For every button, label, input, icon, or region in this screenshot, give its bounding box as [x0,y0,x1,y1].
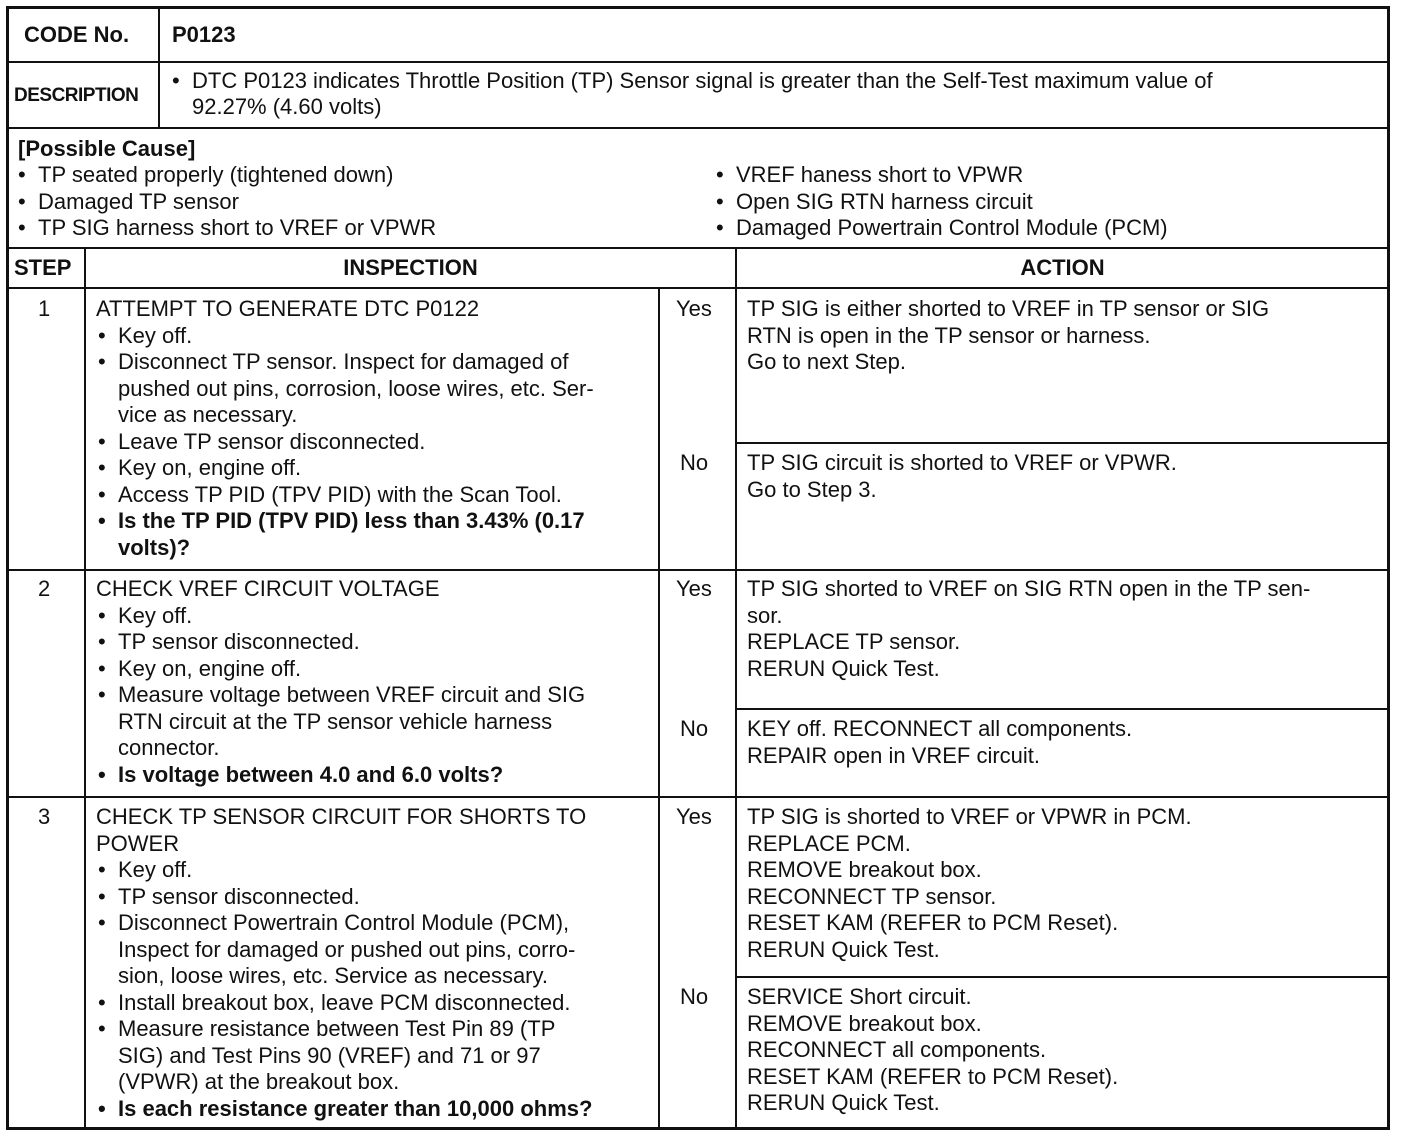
yes-action: TP SIG shorted to VREF on SIG RTN open in the TP sen- sor. REPLACE TP sensor. RERUN Quick Test. [747,576,1311,681]
step-inspection [96,296,594,561]
inspection-question: • Is the TP PID (TPV PID) less than 3.43% (0.17 volts)? [96,508,594,561]
rule-step1-yes-no [735,442,1390,444]
no-action: SERVICE Short circuit. REMOVE breakout box. RECONNECT all components. RESET KAM (REFER to PCM Reset). RERUN Quick Test. [747,984,1119,1115]
cause-item: • VREF haness short to VPWR [714,162,1168,189]
inspection-item: • Key off. [96,323,594,350]
cause-item: • TP SIG harness short to VREF or VPWR [16,215,436,242]
step-title: CHECK VREF CIRCUIT VOLTAGE [96,576,440,601]
no-action: KEY off. RECONNECT all components. REPAIR open in VREF circuit. [747,716,1133,768]
rule-step3-yes-no [735,976,1390,978]
inspection-item: • TP sensor disconnected. [96,884,592,911]
rule-label-divider [158,6,160,127]
inspection-item: • Key on, engine off. [96,455,594,482]
description-bullet: • DTC P0123 indicates Throttle Position (TP) Sensor signal is greater than the Self-Test maximum value of 92.27% (4.60 volts) [170,68,1213,120]
step-title: ATTEMPT TO GENERATE DTC P0122 [96,296,480,321]
rule-step-divider [84,247,86,1130]
inspection-item: • Access TP PID (TPV PID) with the Scan Tool. [96,482,594,509]
rule-header-bottom [6,287,1390,289]
inspection-item: • Key on, engine off. [96,656,585,683]
no-action: TP SIG circuit is shorted to VREF or VPWR. Go to Step 3. [747,450,1177,502]
possible-cause-title: [Possible Cause] [18,136,196,161]
inspection-item: • Measure resistance between Test Pin 89 (TP SIG) and Test Pins 90 (VREF) and 71 or 97 (VPWR) at the breakout box. [96,1016,592,1096]
cause-item: • Open SIG RTN harness circuit [714,189,1168,216]
code-value: P0123 [172,22,236,47]
step-number: 2 [38,576,51,601]
inspection-question: • Is each resistance greater than 10,000 ohms? [96,1096,592,1123]
no-label: No [680,716,709,741]
rule-yesno-divider [658,287,660,1130]
inspection-item: • Key off. [96,603,585,630]
cause-item: • Damaged Powertrain Control Module (PCM) [714,215,1168,242]
yes-action: TP SIG is either shorted to VREF in TP sensor or SIG RTN is open in the TP sensor or harness. Go to next Step. [747,296,1270,374]
code-label: CODE No. [24,22,130,47]
cause-item: • TP seated properly (tightened down) [16,162,436,189]
description-text [170,68,1213,120]
header-step: STEP [14,255,72,280]
no-label: No [680,984,709,1009]
cause-item: • Damaged TP sensor [16,189,436,216]
rule-cause-bottom [6,247,1390,249]
step-title: CHECK TP SENSOR CIRCUIT FOR SHORTS TO POWER [96,804,587,856]
header-inspection: INSPECTION [343,255,478,280]
rule-description-bottom [6,127,1390,129]
rule-step2-yes-no [735,708,1390,710]
step-inspection [96,804,592,1122]
possible-cause-left [16,162,436,242]
inspection-item: • Install breakout box, leave PCM disconnected. [96,990,592,1017]
no-label: No [680,450,709,475]
possible-cause-right [714,162,1168,242]
yes-label: Yes [676,576,712,601]
inspection-item: • Disconnect TP sensor. Inspect for damaged of pushed out pins, corrosion, loose wires, etc. Ser- vice as necessary. [96,349,594,429]
step-inspection [96,576,585,788]
yes-label: Yes [676,804,712,829]
rule-step1-bottom [6,569,1390,571]
inspection-item: • Measure voltage between VREF circuit and SIG RTN circuit at the TP sensor vehicle harness connector. [96,682,585,762]
yes-action: TP SIG is shorted to VREF or VPWR in PCM. REPLACE PCM. REMOVE breakout box. RECONNECT TP sensor. RESET KAM (REFER to PCM Reset). RERUN Quick Test. [747,804,1192,962]
rule-step2-bottom [6,796,1390,798]
inspection-item: • Leave TP sensor disconnected. [96,429,594,456]
header-action: ACTION [1020,255,1105,280]
inspection-question: • Is voltage between 4.0 and 6.0 volts? [96,762,585,789]
rule-code-bottom [6,61,1390,63]
description-label: DESCRIPTION [14,85,139,106]
inspection-item: • Key off. [96,857,592,884]
yes-label: Yes [676,296,712,321]
inspection-item: • TP sensor disconnected. [96,629,585,656]
inspection-item: • Disconnect Powertrain Control Module (PCM), Inspect for damaged or pushed out pins, corro- sion, loose wires, etc. Service as necessary. [96,910,592,990]
rule-action-divider [735,247,737,1130]
step-number: 1 [38,296,51,321]
step-number: 3 [38,804,51,829]
